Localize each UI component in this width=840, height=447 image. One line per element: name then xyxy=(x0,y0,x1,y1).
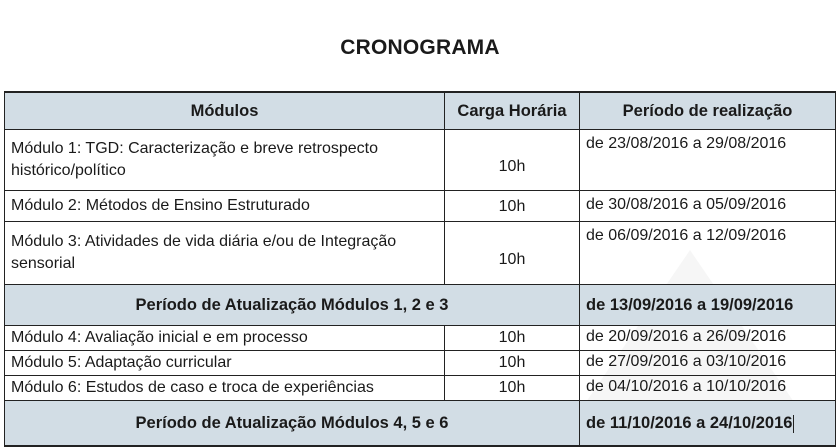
period-cell: de 23/08/2016 a 29/08/2016 xyxy=(580,130,836,191)
text-cursor xyxy=(793,415,794,433)
table-row xyxy=(5,326,836,351)
hours-cell: 10h xyxy=(445,191,580,222)
table-row xyxy=(5,191,836,222)
table-row xyxy=(5,376,836,401)
header-row xyxy=(5,92,836,130)
hours-cell: 10h xyxy=(445,376,580,401)
table-row xyxy=(5,130,836,191)
hours-cell: 10h xyxy=(445,222,580,285)
update-period-dates: de 13/09/2016 a 19/09/2016 xyxy=(580,285,836,326)
module-cell: Módulo 2: Métodos de Ensino Estruturado xyxy=(5,191,445,222)
header-carga-horaria: Carga Horária xyxy=(445,92,580,130)
period-cell: de 20/09/2016 a 26/09/2016 xyxy=(580,326,836,351)
period-cell: de 04/10/2016 a 10/10/2016 xyxy=(580,376,836,401)
module-cell: Módulo 4: Avaliação inicial e em processo xyxy=(5,326,445,351)
update-period-row xyxy=(5,401,836,447)
update-period-row xyxy=(5,285,836,326)
module-cell: Módulo 6: Estudos de caso e troca de experiências xyxy=(5,376,445,401)
module-cell: Módulo 3: Atividades de vida diária e/ou de Integração sensorial xyxy=(5,222,445,285)
update-period-label: Período de Atualização Módulos 1, 2 e 3 xyxy=(5,285,580,326)
page-title: CRONOGRAMA xyxy=(340,36,500,59)
update-period-label: Período de Atualização Módulos 4, 5 e 6 xyxy=(5,401,580,447)
period-cell: de 27/09/2016 a 03/10/2016 xyxy=(580,351,836,376)
hours-cell: 10h xyxy=(445,130,580,191)
period-cell: de 06/09/2016 a 12/09/2016 xyxy=(580,222,836,285)
hours-cell: 10h xyxy=(445,351,580,376)
module-cell: Módulo 1: TGD: Caracterização e breve retrospecto histórico/político xyxy=(5,130,445,191)
table-row xyxy=(5,351,836,376)
period-cell: de 30/08/2016 a 05/09/2016 xyxy=(580,191,836,222)
update-period-dates-cell[interactable] xyxy=(580,401,836,447)
schedule-table xyxy=(4,91,836,447)
table-header xyxy=(5,92,836,130)
table-row xyxy=(5,222,836,285)
module-cell: Módulo 5: Adaptação curricular xyxy=(5,351,445,376)
update-period-dates: de 11/10/2016 a 24/10/2016 xyxy=(586,414,793,432)
hours-cell: 10h xyxy=(445,326,580,351)
header-periodo: Período de realização xyxy=(580,92,836,130)
header-modulos: Módulos xyxy=(5,92,445,130)
